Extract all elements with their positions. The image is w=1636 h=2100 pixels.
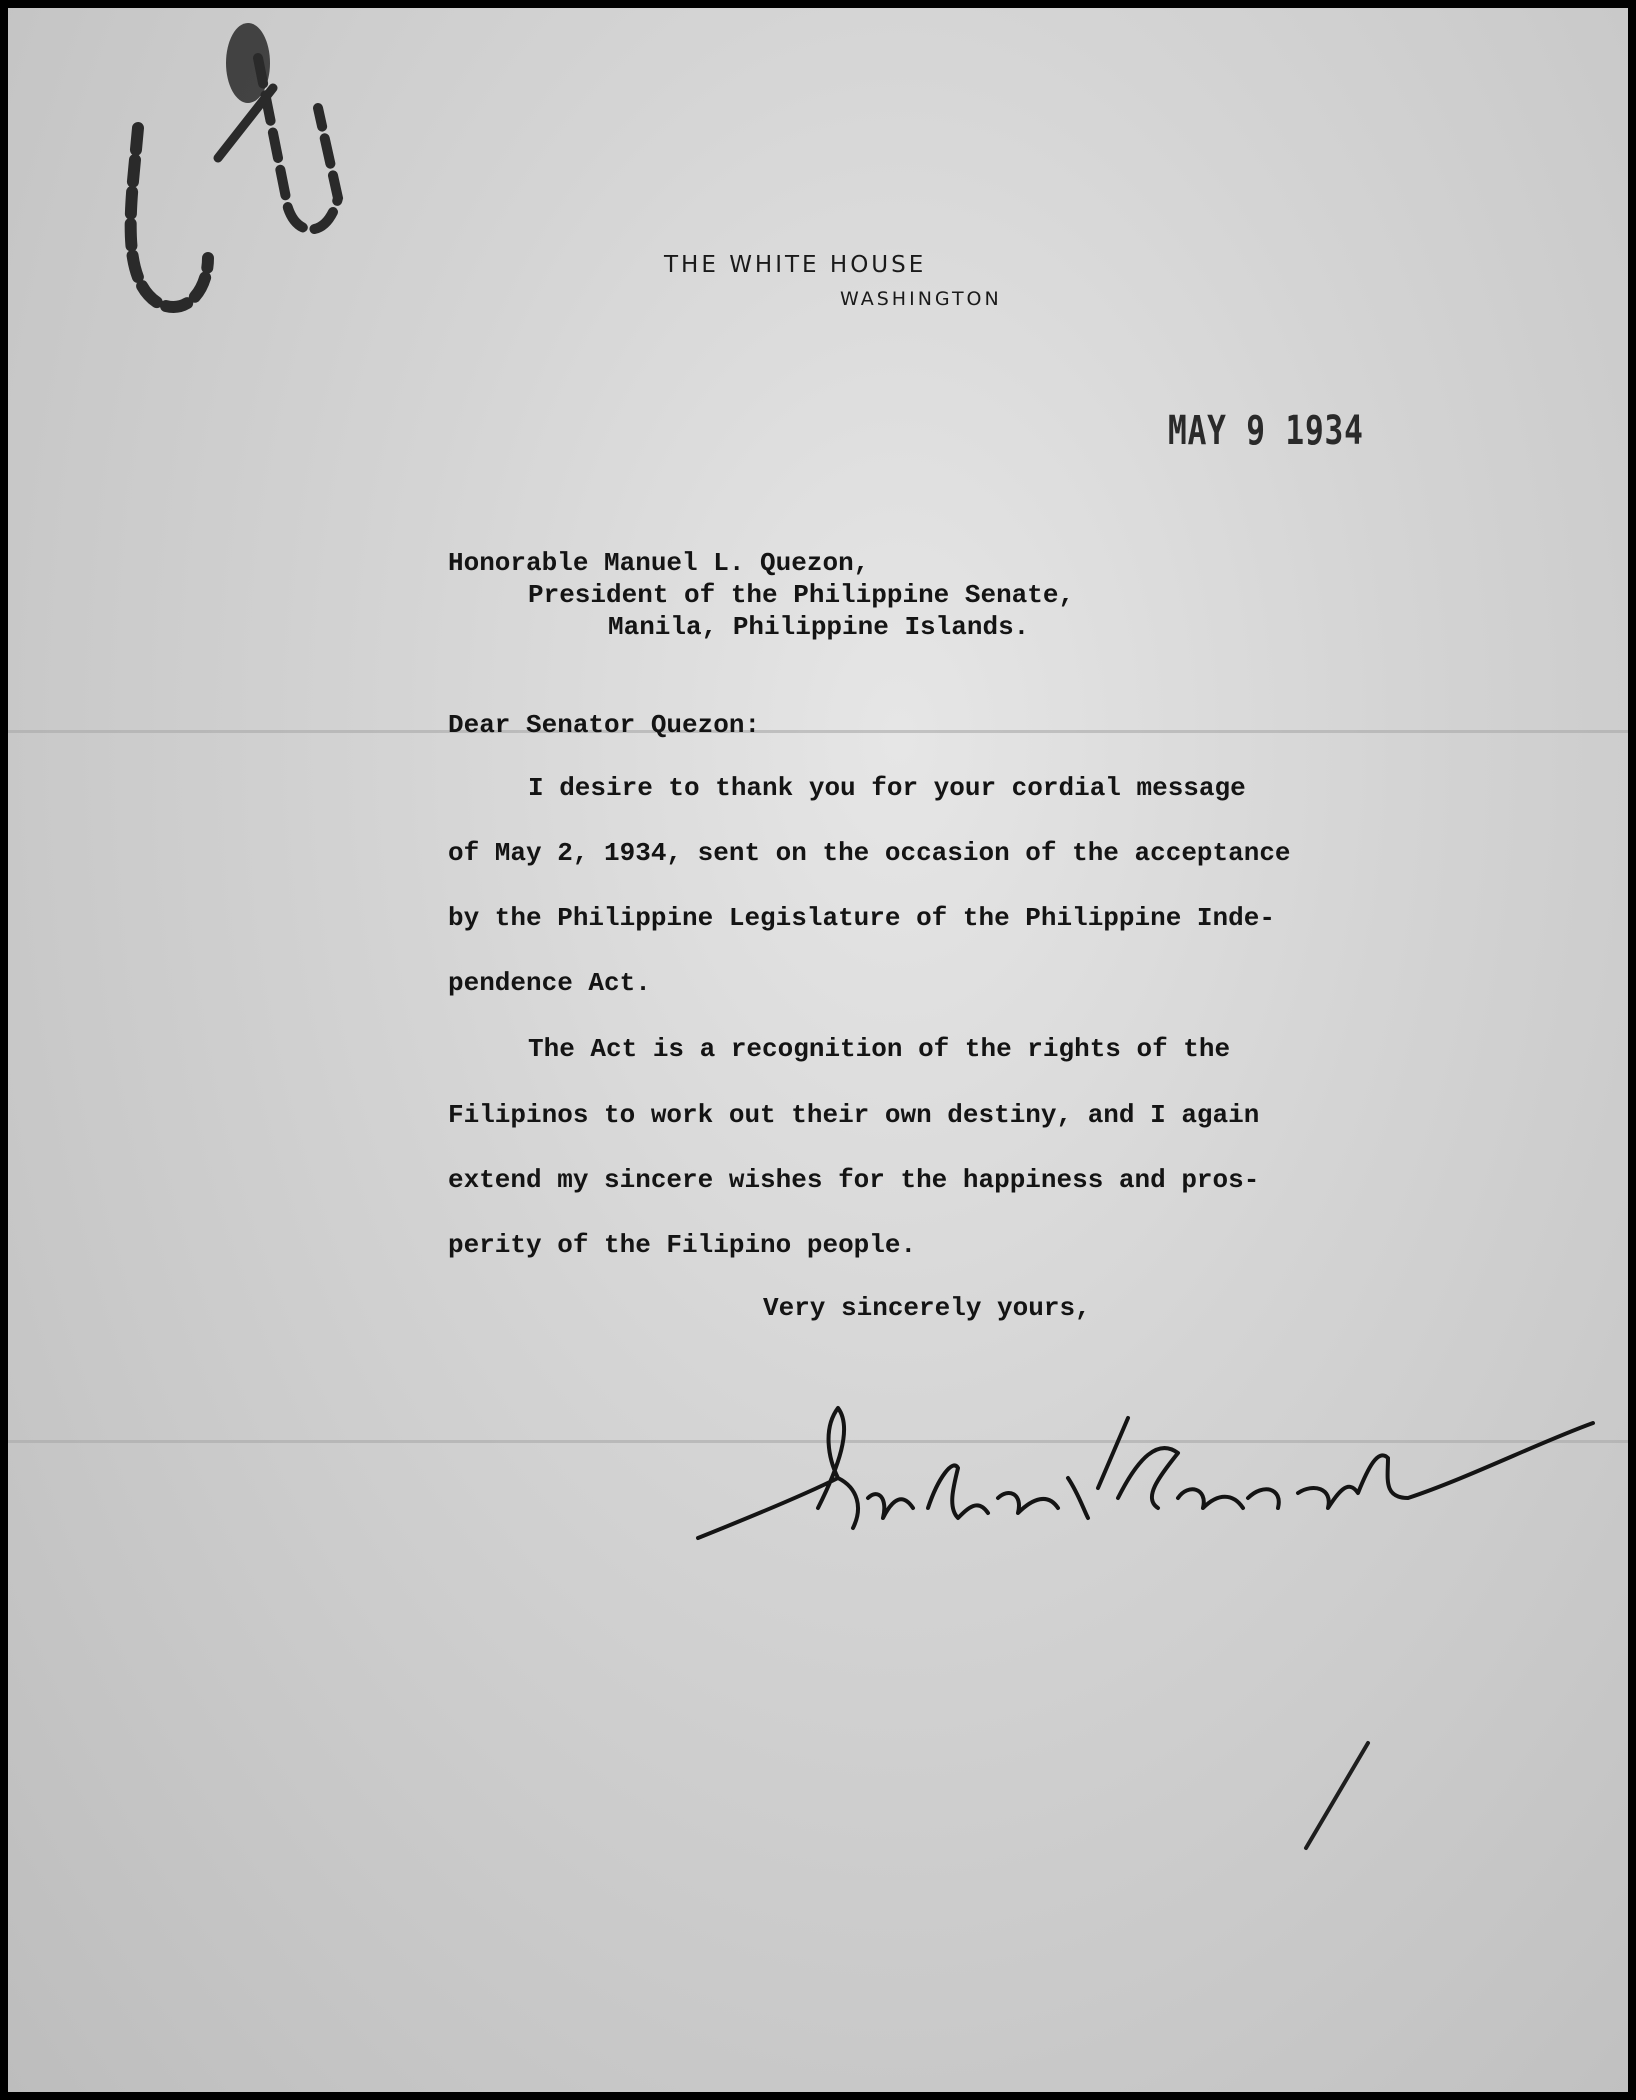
date-stamp: MAY 9 1934 xyxy=(1168,408,1364,454)
address-line: Manila, Philippine Islands. xyxy=(608,612,1030,642)
address-line: President of the Philippine Senate, xyxy=(528,580,1075,610)
body-line: pendence Act. xyxy=(448,968,651,998)
fold-line-upper xyxy=(8,730,1628,733)
body-line: perity of the Filipino people. xyxy=(448,1230,917,1260)
signature xyxy=(688,1398,1608,1568)
letterhead-title: THE WHITE HOUSE xyxy=(664,252,927,278)
letterhead-location: WASHINGTON xyxy=(840,288,1002,310)
body-line: Filipinos to work out their own destiny, and I again xyxy=(448,1100,1260,1130)
letterhead xyxy=(664,252,1002,310)
address-line: Honorable Manuel L. Quezon, xyxy=(448,548,870,578)
salutation: Dear Senator Quezon: xyxy=(448,710,761,740)
body-line: The Act is a recognition of the rights of the xyxy=(528,1034,1231,1064)
letter-page xyxy=(8,8,1628,2092)
handwritten-mark xyxy=(98,18,358,328)
body-line: extend my sincere wishes for the happiness and pros- xyxy=(448,1165,1260,1195)
body-line: by the Philippine Legislature of the Philippine Inde- xyxy=(448,903,1275,933)
body-line: I desire to thank you for your cordial message xyxy=(528,773,1246,803)
pencil-tick-mark xyxy=(1298,1738,1378,1858)
closing: Very sincerely yours, xyxy=(763,1293,1091,1323)
body-line: of May 2, 1934, sent on the occasion of the acceptance xyxy=(448,838,1291,868)
